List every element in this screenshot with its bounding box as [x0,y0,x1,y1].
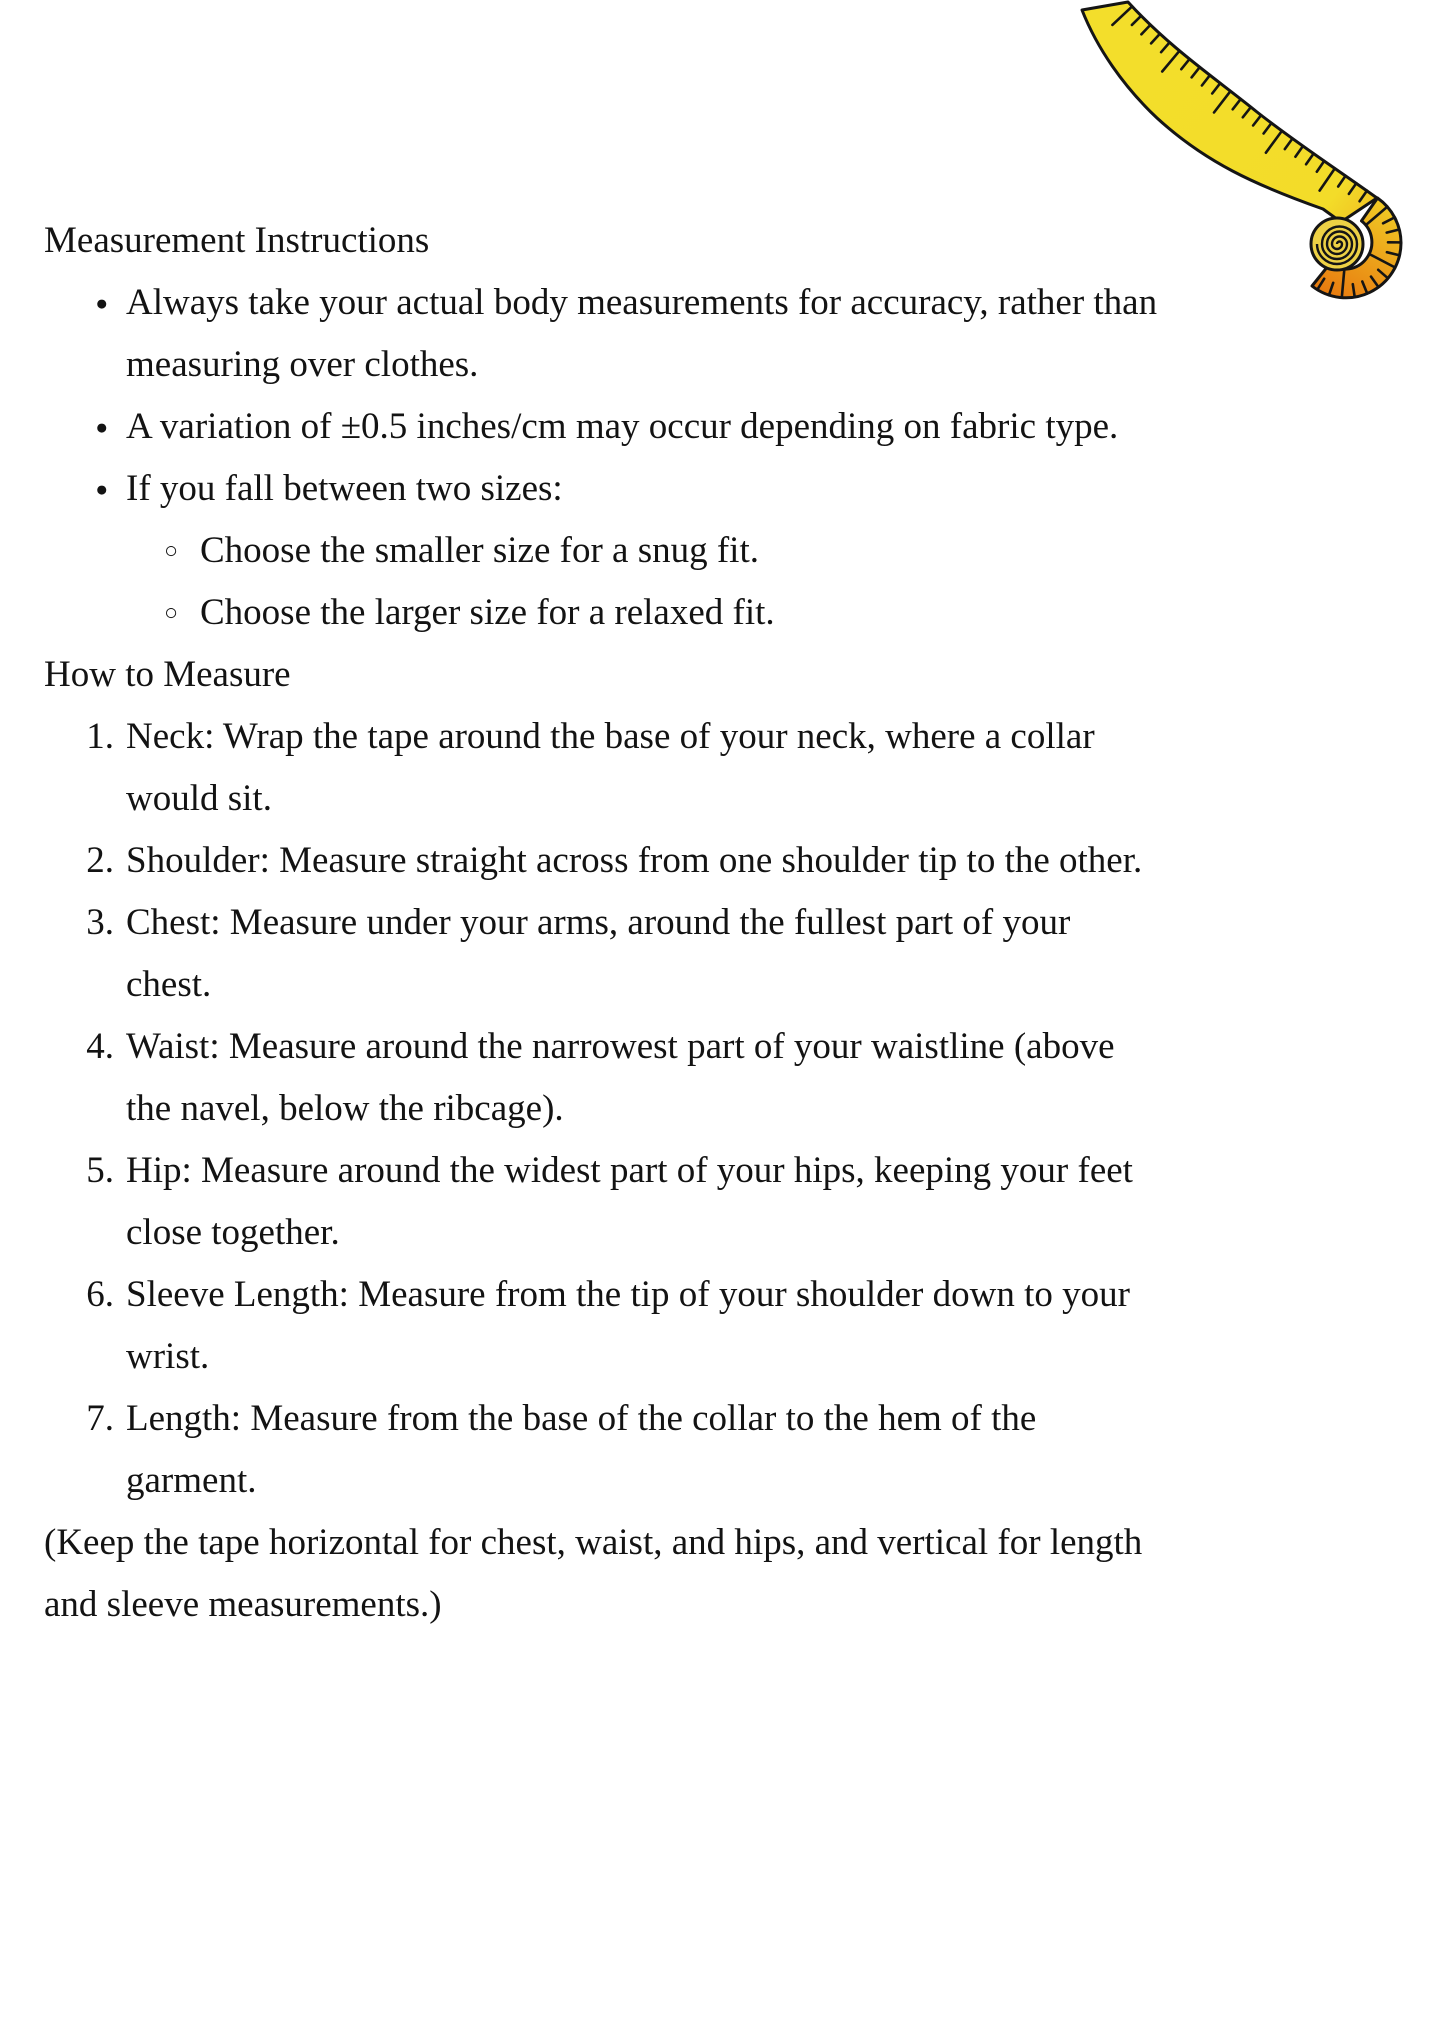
tape-band [1082,2,1377,222]
circle-bullet-icon: ○ [164,538,178,563]
step-text: Length: Measure from the base of the collar to the hem of the [126,1398,1037,1439]
step-text: garment. [126,1460,257,1501]
step-number: 4. [86,1026,114,1067]
step-number: 1. [86,716,114,757]
step-number: 6. [86,1274,114,1315]
footnote: (Keep the tape horizontal for chest, waist, and hips, and vertical for length [44,1522,1143,1563]
bullet-text: A variation of ±0.5 inches/cm may occur depending on fabric type. [126,406,1119,447]
step-text: wrist. [126,1336,210,1377]
step-number: 2. [86,840,114,881]
bullet-text: measuring over clothes. [126,344,479,385]
step-text: the navel, below the ribcage). [126,1088,564,1129]
step-text: would sit. [126,778,272,819]
list-item-hip [44,1140,1157,1264]
step-text: Waist: Measure around the narrowest part of your waistline (above [126,1026,1115,1067]
list-item-sleeve-length [44,1264,1157,1388]
section-title-measurement-instructions: Measurement Instructions [44,220,430,261]
step-text: Shoulder: Measure straight across from one shoulder tip to the other. [126,840,1143,881]
bullet-icon: ● [95,291,108,315]
list-item [126,582,1157,644]
size-choice-sublist [126,520,1157,644]
list-item [126,520,1157,582]
list-item [44,396,1157,458]
list-item-chest [44,892,1157,1016]
bullet-text: If you fall between two sizes: [126,468,563,509]
list-item-neck [44,706,1157,830]
step-number: 3. [86,902,114,943]
step-text: Chest: Measure under your arms, around the fullest part of your [126,902,1071,943]
section-title-how-to-measure: How to Measure [44,654,291,695]
step-number: 5. [86,1150,114,1191]
list-item-shoulder [44,830,1157,892]
document [44,210,1157,1636]
bullet-text: Choose the larger size for a relaxed fit. [200,592,775,633]
intro-bullet-list [44,272,1157,644]
list-item [44,272,1157,396]
step-number: 7. [86,1398,114,1439]
step-text: close together. [126,1212,340,1253]
circle-bullet-icon: ○ [164,600,178,625]
step-text: Sleeve Length: Measure from the tip of your shoulder down to your [126,1274,1130,1315]
measure-steps-list [44,706,1157,1512]
bullet-text: Choose the smaller size for a snug fit. [200,530,759,571]
list-item-length [44,1388,1157,1512]
list-item [44,458,1157,644]
step-text: chest. [126,964,212,1005]
step-text: Neck: Wrap the tape around the base of your neck, where a collar [126,716,1095,757]
bullet-text: Always take your actual body measurements for accuracy, rather than [126,282,1158,323]
footnote: and sleeve measurements.) [44,1584,442,1625]
step-text: Hip: Measure around the widest part of your hips, keeping your feet [126,1150,1133,1191]
bullet-icon: ● [95,477,108,501]
bullet-icon: ● [95,415,108,439]
list-item-waist [44,1016,1157,1140]
